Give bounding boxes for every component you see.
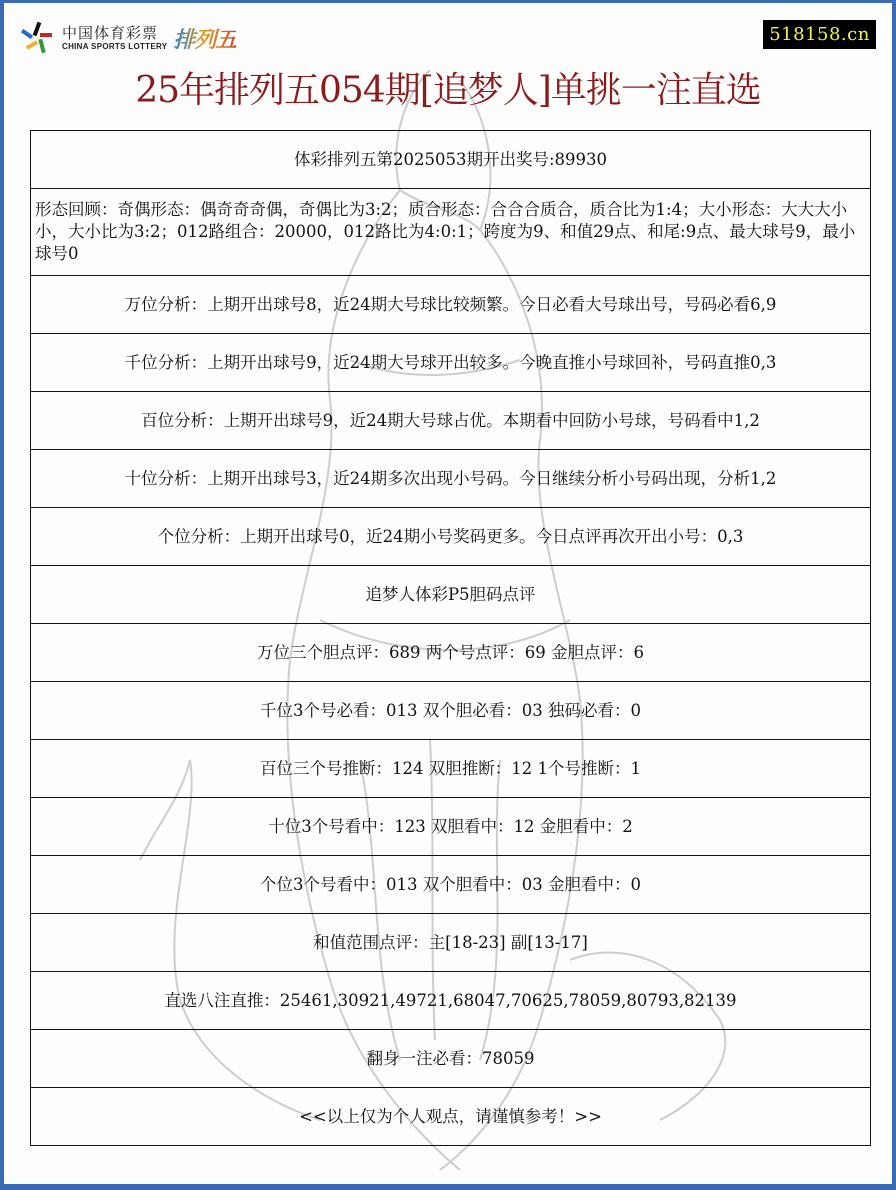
site-url-badge: 518158.cn [763,20,876,49]
shi-analysis-cell: 十位分析：上期开出球号3，近24期多次出现小号码。今日继续分析小号码出现，分析1,2 [31,450,871,508]
pattern-review-cell: 形态回顾：奇偶形态：偶奇奇奇偶，奇偶比为3:2；质合形态：合合合质合，质合比为1:4；大小形态：大大大小小，大小比为3:2；012路组合：20000，012路比为4:0:1；跨度为9、和值29点、和尾:9点、最大球号9，最小球号0 [31,189,871,276]
ge-picks-cell: 个位3个号看中：013 双个胆看中：03 金胆看中：0 [31,856,871,914]
qian-picks-cell: 千位3个号必看：013 双个胆必看：03 独码必看：0 [31,682,871,740]
wan-analysis-cell: 万位分析：上期开出球号8，近24期大号球比较频繁。今日必看大号球出号，号码必看6,9 [31,276,871,334]
qian-analysis-cell: 千位分析：上期开出球号9，近24期大号球开出较多。今晚直推小号球回补，号码直推0,3 [31,334,871,392]
table-row-ge-picks [31,856,871,914]
disclaimer-cell: <<以上仅为个人观点，请谨慎参考！>> [31,1088,871,1146]
table-row-pattern-review [31,189,871,276]
ge-analysis-cell: 个位分析：上期开出球号0，近24期小号奖码更多。今日点评再次开出小号：0,3 [31,508,871,566]
table-row-eight-picks [31,972,871,1030]
table-row-qian-picks [31,682,871,740]
page-title: 25年排列五054期[追梦人]单挑一注直选 [135,70,761,111]
table-row-shi-picks [31,798,871,856]
wan-picks-cell: 万位三个胆点评：689 两个号点评：69 金胆点评：6 [31,624,871,682]
sum-range-cell: 和值范围点评：主[18-23] 副[13-17] [31,914,871,972]
table-row-sum-range [31,914,871,972]
logo-english-text: CHINA SPORTS LOTTERY [62,41,168,51]
bai-picks-cell: 百位三个号推断：124 双胆推断：12 1个号推断：1 [31,740,871,798]
single-pick-cell: 翻身一注必看：78059 [31,1030,871,1088]
table-row-single-pick [31,1030,871,1088]
table-row-draw-result [31,131,871,189]
shi-picks-cell: 十位3个号看中：123 双胆看中：12 金胆看中：2 [31,798,871,856]
product-name-logo: 排列五 [173,23,236,54]
table-row-wan-picks [31,624,871,682]
table-row-shi-analysis [31,450,871,508]
table-row-bai-picks [31,740,871,798]
prediction-table [30,130,871,1146]
table-row-bai-analysis [31,392,871,450]
table-row-ge-analysis [31,508,871,566]
bai-analysis-cell: 百位分析：上期开出球号9，近24期大号球占优。本期看中回防小号球，号码看中1,2 [31,392,871,450]
table-row-qian-analysis [31,334,871,392]
section-heading-cell: 追梦人体彩P5胆码点评 [31,566,871,624]
eight-picks-cell: 直选八注直推：25461,30921,49721,68047,70625,78059,80793,82139 [31,972,871,1030]
table-row-disclaimer [31,1088,871,1146]
table-row-wan-analysis [31,276,871,334]
logo-chinese-text: 中国体育彩票 [62,23,159,42]
china-sports-lottery-logo [18,18,236,58]
lottery-star-logo-icon [18,19,56,57]
draw-result-cell: 体彩排列五第2025053期开出奖号:89930 [31,131,871,189]
table-row-section-heading [31,566,871,624]
